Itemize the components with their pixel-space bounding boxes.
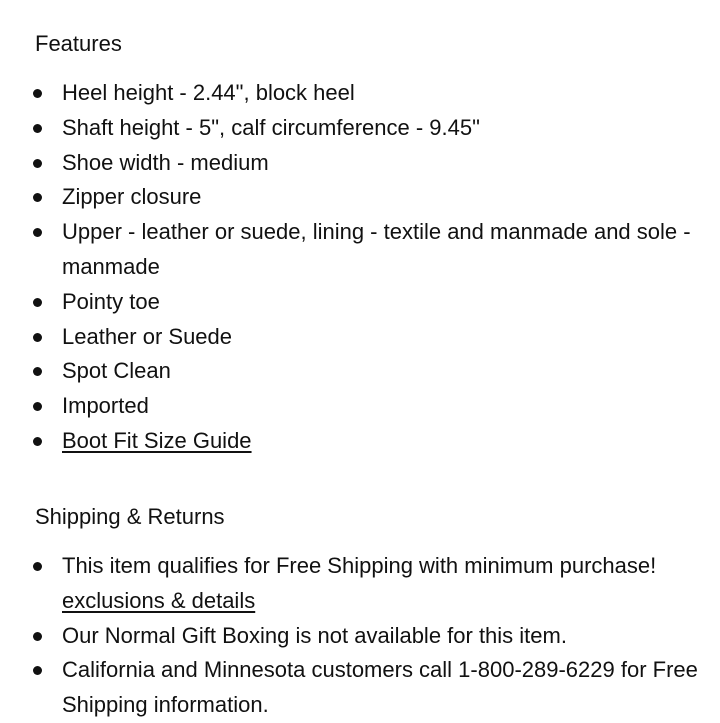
list-item [0,320,720,355]
bullet-icon [33,89,42,98]
boot-fit-size-guide-link[interactable]: Boot Fit Size Guide [62,427,252,453]
bullet-icon [33,159,42,168]
feature-text: Spot Clean [62,358,171,384]
exclusions-details-link[interactable]: exclusions & details [62,587,256,613]
list-item [0,354,720,389]
bullet-icon [33,666,42,675]
list-item [0,180,720,215]
bullet-icon [33,562,42,571]
shipping-text: California and Minnesota customers call 1-800-289-6229 for Free Shipping information. [62,657,698,718]
feature-text: Imported [62,393,149,419]
list-item [0,76,720,111]
bullet-icon [33,298,42,307]
list-item [0,285,720,320]
shipping-text: This item qualifies for Free Shipping with minimum purchase! [62,553,657,578]
bullet-icon [33,437,42,446]
bullet-icon [33,333,42,342]
shipping-list [0,549,720,723]
features-list [0,76,720,459]
list-item [0,146,720,181]
feature-text: Zipper closure [62,184,202,210]
list-item [0,424,720,459]
shipping-returns-heading: Shipping & Returns [35,504,225,529]
feature-text: Heel height - 2.44", block heel [62,80,355,105]
bullet-icon [33,402,42,411]
list-item [0,549,720,619]
features-heading: Features [35,31,122,56]
bullet-icon [33,193,42,202]
feature-text: Pointy toe [62,288,160,314]
feature-text: Leather or Suede [62,323,233,349]
list-item [0,389,720,424]
shipping-text: Our Normal Gift Boxing is not available for this item. [62,622,567,648]
feature-text: Shaft height - 5", calf circumference - 9.45" [62,114,480,140]
bullet-icon [33,367,42,376]
feature-text: Upper - leather or suede, lining - textile and manmade and sole - manmade [62,219,691,279]
feature-text: Shoe width - medium [62,149,269,175]
list-item [0,619,720,654]
bullet-icon [33,632,42,641]
bullet-icon [33,124,42,133]
list-item [0,653,720,723]
list-item [0,215,720,285]
bullet-icon [33,228,42,237]
list-item [0,111,720,146]
